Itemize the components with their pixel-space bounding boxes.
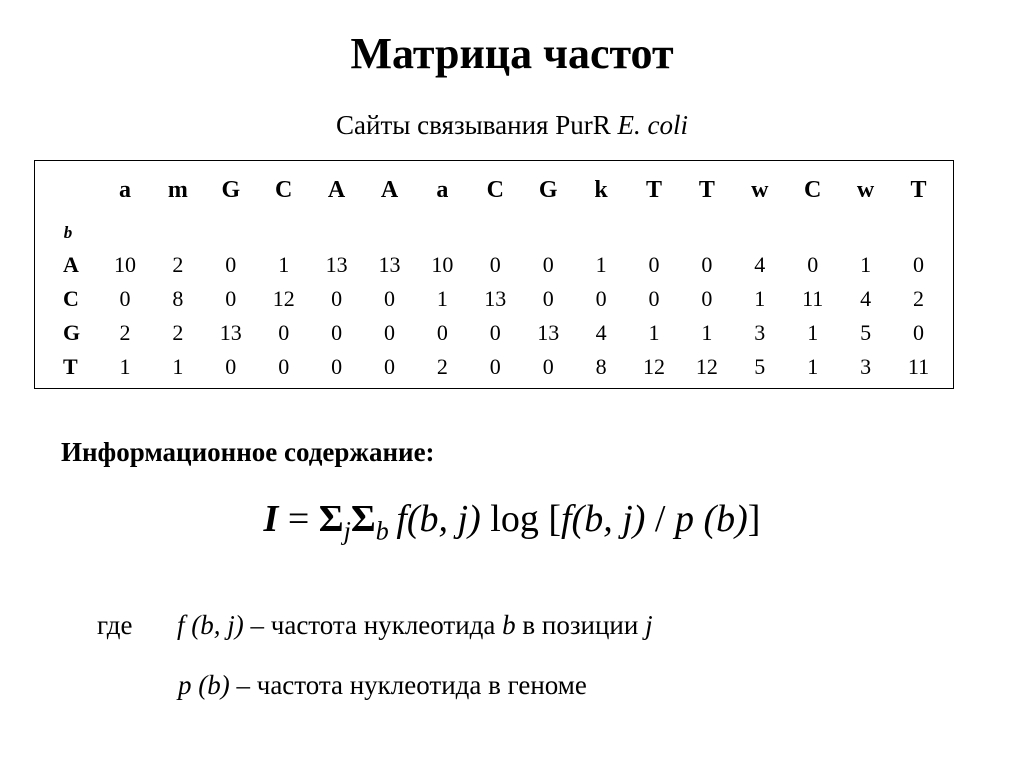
matrix-cell: 10: [114, 252, 136, 277]
sub-b: b: [375, 516, 389, 546]
matrix-cell: 10: [431, 252, 454, 277]
matrix-cell: 13: [325, 252, 348, 277]
formula-p-args: (b): [703, 498, 748, 540]
formula-close: ]: [747, 498, 761, 540]
matrix-cell: 0: [225, 354, 237, 379]
matrix-cell: 0: [436, 320, 448, 345]
where-label: где: [97, 610, 133, 640]
matrix-cell: 11: [907, 354, 930, 379]
matrix-cell: 0: [278, 320, 290, 345]
matrix-cell: 1: [648, 320, 660, 345]
matrix-cell: 12: [695, 354, 718, 379]
f-text-2: в позиции: [515, 610, 646, 640]
matrix-column-header: A: [327, 177, 346, 203]
matrix-column-header: A: [380, 177, 399, 203]
matrix-cell: 0: [913, 252, 924, 277]
formula-lhs: I: [263, 498, 279, 540]
matrix-cell: 1: [807, 320, 819, 345]
matrix-cell: 0: [331, 320, 343, 345]
matrix-column-header: a: [119, 177, 131, 203]
matrix-row-label: C: [63, 286, 79, 311]
matrix-cell: 4: [860, 286, 872, 311]
subtitle-organism: E. coli: [617, 110, 688, 140]
matrix-cell: 1: [807, 354, 819, 379]
matrix-cell: 0: [331, 354, 343, 379]
matrix-cell: 0: [701, 252, 713, 277]
formula-p: p: [674, 498, 694, 540]
formula-args2: (b, j): [571, 498, 646, 540]
matrix-cell: 2: [119, 320, 131, 345]
matrix-cell: 0: [278, 354, 290, 379]
matrix-row-label: A: [63, 252, 79, 277]
matrix-cell: 1: [278, 252, 290, 277]
matrix-column-header: m: [167, 177, 188, 203]
matrix-column-header: T: [910, 177, 927, 203]
matrix-cell: 0: [225, 252, 237, 277]
matrix-cell: 0: [225, 286, 237, 311]
matrix-cell: 0: [913, 320, 924, 345]
p-text: – частота нуклеотида в геноме: [229, 670, 587, 700]
information-formula: $I = \Sigma_j\Sigma_b$ f(b, j) log [f(b, j) / p (b)]: [263, 498, 761, 546]
matrix-cell: 5: [754, 354, 766, 379]
matrix-column-header: C: [486, 177, 504, 203]
matrix-column-header: C: [804, 177, 822, 203]
p-symbol: p (b): [178, 670, 230, 700]
matrix-cell: 0: [595, 286, 607, 311]
matrix-column-header: T: [698, 177, 715, 203]
matrix-cell: 13: [219, 320, 242, 345]
f-b: b: [502, 610, 516, 640]
matrix-column-header: C: [275, 177, 293, 203]
formula-args: (b, j): [406, 498, 481, 540]
matrix-column-header: T: [645, 177, 663, 203]
matrix-cell: 8: [595, 354, 607, 379]
matrix-cell: 12: [272, 286, 295, 311]
f-args: (b, j): [191, 610, 244, 640]
formula-f: f: [396, 498, 407, 540]
matrix-cell: 2: [172, 252, 184, 277]
sub-j: j: [343, 516, 351, 546]
matrix-cell: 5: [860, 320, 872, 345]
matrix-cell: 13: [484, 286, 507, 311]
matrix-cell: 13: [537, 320, 560, 345]
info-heading: Информационное содержание:: [61, 437, 435, 467]
matrix-row-label: T: [63, 354, 78, 379]
subtitle-text: Сайты связывания PurR: [336, 110, 611, 140]
sigma-j: Σ: [318, 498, 344, 540]
matrix-cell: 1: [172, 354, 184, 379]
matrix-cell: 0: [119, 286, 131, 311]
matrix-cell: 1: [436, 286, 448, 311]
matrix-cell: 0: [807, 252, 819, 277]
matrix-cell: 2: [436, 354, 448, 379]
matrix-cell: 1: [754, 286, 766, 311]
matrix-cell: 12: [643, 354, 665, 379]
formula-log: log [: [480, 498, 561, 540]
matrix-cell: 0: [489, 252, 501, 277]
matrix-column-header: w: [751, 177, 769, 203]
matrix-cell: 0: [489, 320, 501, 345]
matrix-cell: 0: [648, 252, 660, 277]
matrix-cell: 2: [913, 286, 924, 311]
matrix-cell: 0: [384, 286, 395, 311]
matrix-cell: 3: [754, 320, 766, 345]
subtitle: [0, 110, 1024, 141]
f-definition: [97, 610, 653, 641]
formula-f2: f: [560, 498, 572, 540]
p-definition: [178, 670, 587, 701]
matrix-cell: 0: [542, 354, 554, 379]
matrix-row-header: b: [63, 223, 73, 242]
matrix-cell: 3: [860, 354, 872, 379]
matrix-cell: 1: [595, 252, 607, 277]
f-j: j: [645, 610, 653, 640]
f-text-1: – частота нуклеотида: [243, 610, 503, 640]
matrix-column-header: a: [436, 177, 449, 203]
matrix-cell: 4: [754, 252, 766, 277]
matrix-cell: 0: [542, 252, 554, 277]
matrix-cell: 0: [542, 286, 554, 311]
matrix-cell: 0: [489, 354, 501, 379]
matrix-cell: 0: [384, 320, 395, 345]
page-title: Матрица частот: [350, 29, 674, 78]
matrix-cell: 8: [172, 286, 184, 311]
frequency-matrix: [34, 160, 954, 389]
matrix-column-header: G: [538, 177, 558, 203]
matrix-cell: 0: [384, 354, 395, 379]
matrix-row-label: G: [63, 320, 81, 345]
matrix-cell: 1: [860, 252, 872, 277]
matrix-column-header: w: [856, 177, 875, 203]
matrix-cell: 1: [119, 354, 131, 379]
matrix-cell: 2: [172, 320, 184, 345]
matrix-cell: 0: [648, 286, 660, 311]
matrix-cell: 13: [378, 252, 401, 277]
matrix-cell: 4: [595, 320, 607, 345]
matrix-cell: 1: [701, 320, 713, 345]
f-symbol: f: [177, 610, 185, 640]
formula-eq: =: [278, 498, 319, 540]
sigma-b: Σ: [350, 498, 376, 540]
matrix-cell: 0: [701, 286, 713, 311]
matrix-cell: 0: [331, 286, 343, 311]
matrix-column-header: k: [594, 177, 608, 203]
matrix-column-header: G: [221, 177, 241, 203]
matrix-cell: 11: [802, 286, 824, 311]
